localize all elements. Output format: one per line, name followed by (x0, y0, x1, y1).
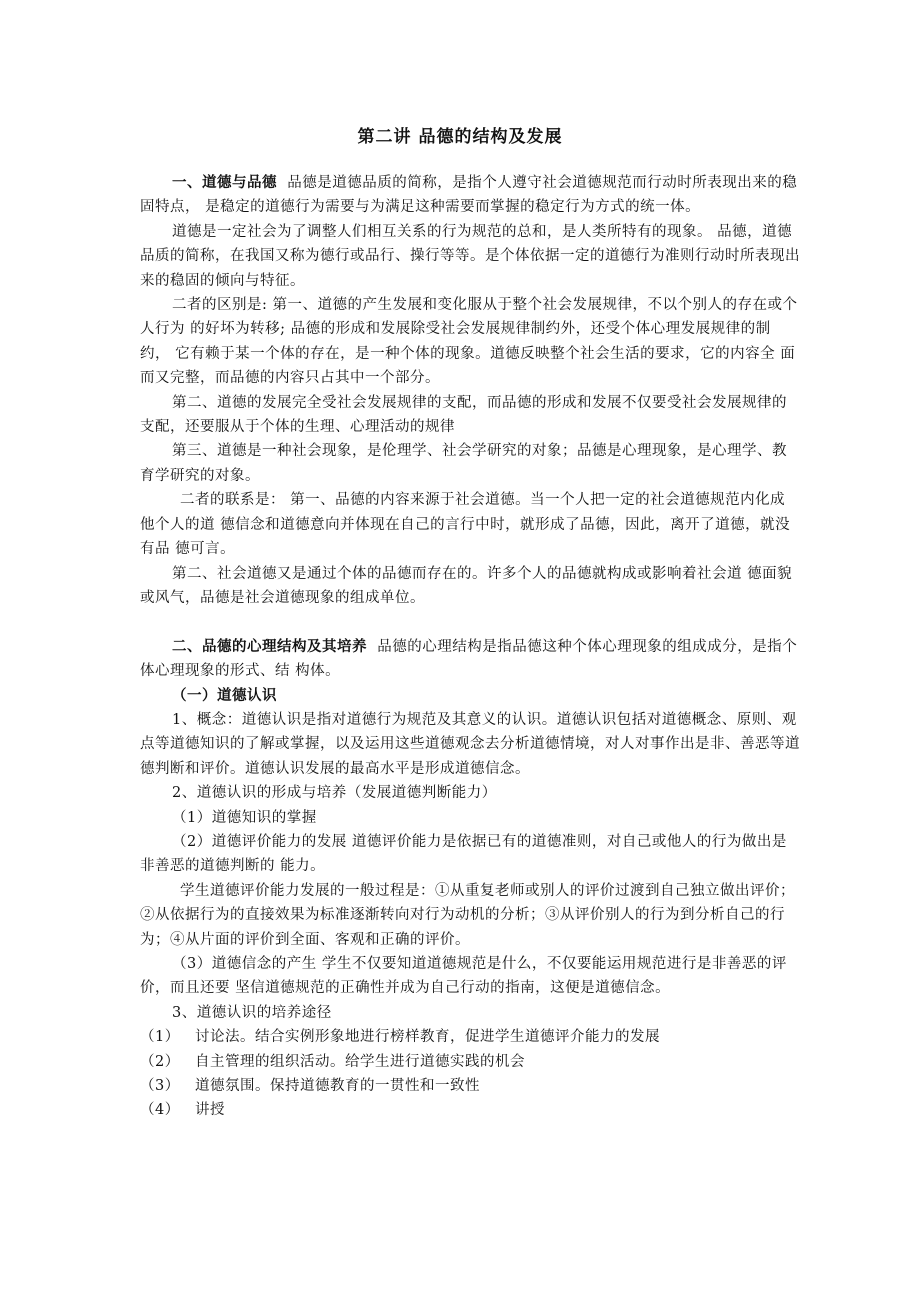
list-text: 自主管理的组织活动。给学生进行道德实践的机会 (195, 1053, 525, 1070)
list-item (140, 1074, 800, 1098)
section2-intro (140, 635, 800, 684)
list-number: （2） (140, 1053, 180, 1070)
paragraph: 第三、道德是一种社会现象，是伦理学、社会学研究的对象；品德是心理现象，是心理学、教育学研究的对象。 (140, 443, 787, 484)
list-text: 讲授 (195, 1102, 225, 1119)
section2-text: 品德的心理结构是指品德这种个体心理现象的组成成分，是指个体心理现象的形式、结 构体。 (140, 638, 798, 680)
subsection-heading: （一）道德认识 (172, 687, 277, 704)
section1-heading: 一、道德与品德 (172, 175, 277, 191)
list-text: 讨论法。结合实例形象地进行榜样教育，促进学生道德评介能力的发展 (195, 1029, 660, 1046)
paragraph: 道德是一定社会为了调整人们相互关系的行为规范的总和，是人类所特有的现象。 品德，道德品质的简称，在我国又称为德行或品行、操行等等。是个体依据一定的道德行为准则行动时所表现出来的稳固的倾向与特征。 (140, 223, 800, 289)
list-number: （3） (140, 1078, 180, 1095)
paragraph: （1）道德知识的掌握 (172, 809, 317, 826)
paragraph: 第二、社会道德又是通过个体的品德而存在的。许多个人的品德就构成或影响着社会道 德面貌或风气，品德是社会道德现象的组成单位。 (140, 565, 793, 606)
list-number: （1） (140, 1029, 180, 1046)
paragraph: 二者的联系是： 第一、品德的内容来源于社会道德。当一个人把一定的社会道德规范内化成他个人的道 德信念和道德意向并体现在自己的言行中时，就形成了品德，因此，离开了道德，就没有品 德可言。 (140, 492, 791, 558)
page-title: 第二讲 品德的结构及发展 (357, 127, 563, 147)
section2-heading: 二、品德的心理结构及其培养 (172, 638, 367, 655)
paragraph: 学生道德评价能力发展的一般过程是：①从重复老师或别人的评价过渡到自己独立做出评价；②从依据行为的直接效果为标准逐渐转向对行为动机的分析；③从评价别人的行为到分析自己的行为；④从片面的评价到全面、客观和正确的评价。 (140, 882, 795, 948)
list-number: （4） (140, 1102, 180, 1119)
paragraph: 1、概念：道德认识是指对道德行为规范及其意义的认识。道德认识包括对道德概念、原则、观点等道德知识的了解或掌握，以及运用这些道德观念去分析道德情境，对人对事作出是非、善恶等道德判断和评价。道德认识发展的最高水平是形成道德信念。 (140, 711, 800, 777)
paragraph: 二者的区别是: 第一、道德的产生发展和变化服从于整个社会发展规律，不以个别人的存在或个人行为 的好坏为转移; 品德的形成和发展除受社会发展规律制约外，还受个体心理发展规律的制约， 它有赖于某一个体的存在，是一种个体的现象。道德反映整个社会生活的要求，它的内容全 面而又完整，而品德的内容只占其中一个部分。 (140, 297, 798, 387)
spacer (140, 610, 800, 634)
paragraph: （2）道德评价能力的发展 道德评价能力是依据已有的道德准则，对自己或他人的行为做出是非善恶的道德判断的 能力。 (140, 833, 787, 875)
list-item (140, 1050, 800, 1074)
paragraph: （3）道德信念的产生 学生不仅要知道道德规范是什么，不仅要能运用规范进行是非善恶的评价，而且还要 坚信道德规范的正确性并成为自己行动的指南，这便是道德信念。 (140, 955, 787, 997)
list-text: 道德氛围。保持道德教育的一贯性和一致性 (195, 1078, 480, 1095)
paragraph: 2、道德认识的形成与培养（发展道德判断能力） (172, 785, 497, 802)
paragraph: 第二、道德的发展完全受社会发展规律的支配，而品德的形成和发展不仅要受社会发展规律的支配，还要服从于个体的生理、心理活动的规律 (140, 394, 787, 436)
paragraph: 3、道德认识的培养途径 (172, 1004, 332, 1021)
section1-intro (140, 171, 800, 220)
list-item (140, 1098, 800, 1122)
section1-text: 品德是道德品质的简称，是指个人遵守社会道德规范而行动时所表现出来的稳固特点， 是稳定的道德行为需要与为满足这种需要而掌握的稳定行为方式的统一体。 (140, 175, 798, 216)
list-item (140, 1025, 800, 1049)
document-body (140, 171, 800, 1123)
